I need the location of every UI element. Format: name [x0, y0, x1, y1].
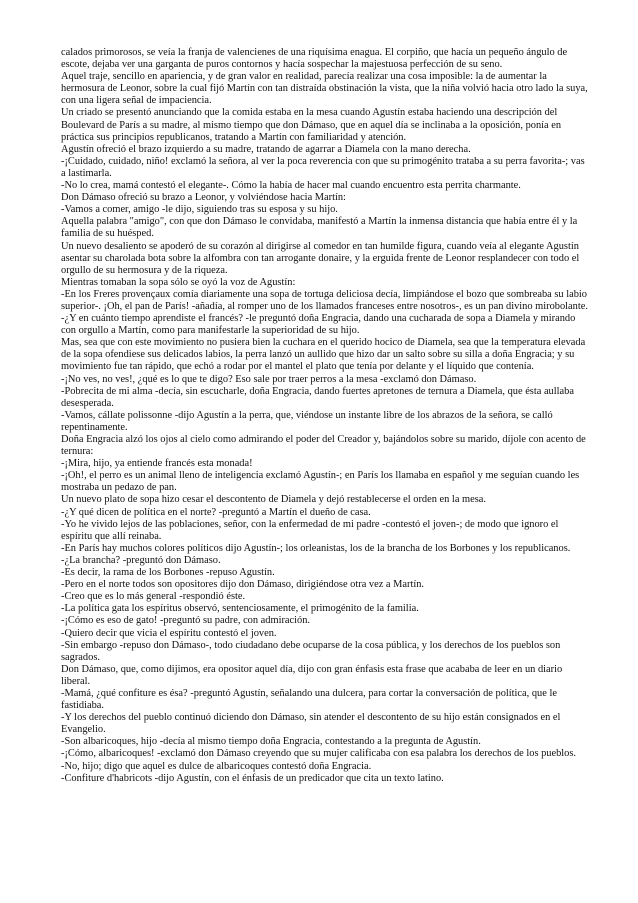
- paragraph: -¿Y qué dicen de política en el norte? -preguntó a Martín el dueño de casa.: [61, 506, 371, 518]
- paragraph: -Quiero decir que vicia el espíritu contestó el joven.: [61, 627, 277, 639]
- paragraph: -Es decir, la rama de los Borbones -repuso Agustín.: [61, 567, 275, 579]
- paragraph: -¡Cómo, albaricoques! -exclamó don Dámaso creyendo que su mujer calificaba con esa palabra los derechos de los pueblos.: [61, 748, 577, 760]
- paragraph: -En los Freres provençaux comía diariamente una sopa de tortuga deliciosa decía, limpiándose el bozo que sombreaba su labio superior-. ¡Oh, el pan de París! -añadía, al romper uno de los llamados franceses entre nosotros-, es un pan divino mirobolante.: [61, 288, 588, 312]
- paragraph: -Yo he vivido lejos de las poblaciones, señor, con la enfermedad de mi padre -contestó el joven-; de modo que ignoro el espíritu que allí reinaba.: [61, 518, 559, 542]
- paragraph: Aquella palabra "amigo", con que don Dámaso le convidaba, manifestó a Martín la inmensa distancia que había entre él y la familia de su huésped.: [61, 216, 578, 240]
- paragraph: -Creo que es lo más general -respondió éste.: [61, 591, 246, 603]
- paragraph: -Pero en el norte todos son opositores dijo don Dámaso, dirigiéndose otra vez a Martín.: [61, 579, 425, 591]
- paragraph: -¡Cuidado, cuidado, niño! exclamó la señora, al ver la poca reverencia con que su primogénito trataba a su perra favorita-; vas a lastimarla.: [61, 155, 585, 179]
- paragraph: -No, hijo; digo que aquel es dulce de albaricoques contestó doña Engracia.: [61, 760, 372, 772]
- paragraph: Un criado se presentó anunciando que la comida estaba en la mesa cuando Agustín estaba haciendo una descripción del Boulevard de París a su madre, al mismo tiempo que don Dámaso, que en aquel día se inclinaba a la oposición, ponía en práctica sus principios republicanos, tratando a Martín con familiaridad y atención.: [61, 107, 562, 143]
- paragraph: -Son albaricoques, hijo -decía al mismo tiempo doña Engracia, contestando a la pregunta de Agustín.: [61, 736, 481, 748]
- paragraph: -Y los derechos del pueblo continuó diciendo don Dámaso, sin atender el descontento de su hijo están consignados en el Evangelio.: [61, 712, 561, 736]
- paragraph: -Sin embargo -repuso don Dámaso-, todo ciudadano debe ocuparse de la cosa pública, y los derechos de los pueblos son sagrados.: [61, 639, 561, 663]
- paragraph: -¡Cómo es eso de gato! -preguntó su padre, con admiración.: [61, 615, 311, 627]
- paragraph: -¡Oh!, el perro es un animal lleno de inteligencia exclamó Agustín-; en París los llamaba en español y me seguían cuando les mostraba un pedazo de pan.: [61, 470, 580, 494]
- paragraph: Mas, sea que con este movimiento no pusiera bien la cuchara en el querido hocico de Diamela, sea que la temperatura elevada de la sopa ofendiese sus delicados labios, la perra lanzó un aullido que hizo dar un salto sobre su silla a doña Engracia; y su movimiento fue tan rápido, que echó a rodar por el mantel el plato que tenía por delante y el líquido que contenía.: [61, 337, 586, 373]
- paragraph: Don Dámaso, que, como dijimos, era opositor aquel día, dijo con gran énfasis esta frase que acababa de leer en un diario liberal.: [61, 663, 563, 687]
- paragraph: -Vamos, cállate polissonne -dijo Agustín a la perra, que, viéndose un instante libre de los abrazos de la señora, se calló repentinamente.: [61, 409, 553, 433]
- paragraph: Mientras tomaban la sopa sólo se oyó la voz de Agustín:: [61, 276, 296, 288]
- paragraph: -No lo crea, mamá contestó el elegante-. Cómo la había de hacer mal cuando encuentro esta perrita charmante.: [61, 180, 521, 192]
- paragraph: Don Dámaso ofreció su brazo a Leonor, y volviéndose hacia Martín:: [61, 192, 346, 204]
- paragraph: -¿Y en cuánto tiempo aprendiste el francés? -le preguntó doña Engracia, dando una cucharada de sopa a Diamela y mirando con orgullo a Martín, como para manifestarle la superioridad de su hijo.: [61, 313, 576, 337]
- body-text: [61, 47, 588, 785]
- paragraph: -Pobrecita de mi alma -decía, sin escucharle, doña Engracia, dando fuertes apretones de ternura a Diamela, que ésta aullaba desesperada.: [61, 385, 574, 409]
- paragraph: Agustín ofreció el brazo izquierdo a su madre, tratando de agarrar a Diamela con la mano derecha.: [61, 143, 471, 155]
- paragraph: calados primorosos, se veía la franja de valencienes de una riquísima enagua. El corpiño, que hacía un pequeño ángulo de escote, dejaba ver una garganta de puros contornos y hacía sospechar la majestuosa perfección de su seno.: [61, 47, 568, 71]
- paragraph: -En París hay muchos colores políticos dijo Agustín-; los orleanistas, los de la brancha de los Borbones y los republicanos.: [61, 542, 571, 554]
- paragraph: -Vamos a comer, amigo -le dijo, siguiendo tras su esposa y su hijo.: [61, 204, 338, 216]
- paragraph: Un nuevo plato de sopa hizo cesar el descontento de Diamela y dejó restablecerse el orden en la mesa.: [61, 494, 486, 506]
- paragraph: -¿La brancha? -preguntó don Dámaso.: [61, 554, 221, 566]
- paragraph: -¡Mira, hijo, ya entiende francés esta monada!: [61, 458, 253, 470]
- paragraph: -¡No ves, no ves!, ¿qué es lo que te digo? Eso sale por traer perros a la mesa -exclamó don Dámaso.: [61, 373, 477, 385]
- paragraph: -Mamá, ¿qué confiture es ésa? -preguntó Agustín, señalando una dulcera, para cortar la conversación de política, que le fastidiaba.: [61, 687, 557, 712]
- paragraph: -Confiture d'habricots -dijo Agustín, con el énfasis de un predicador que cita un texto latino.: [61, 772, 444, 784]
- paragraph: -La política gata los espíritus observó, sentenciosamente, el primogénito de la familia.: [61, 603, 419, 615]
- paragraph: Aquel traje, sencillo en apariencia, y de gran valor en realidad, parecía realizar una cosa imposible: la de aumentar la hermosura de Leonor, sobre la cual fijó Martín con tan distraída obstinación la vista, que la niña volvió hacia otro lado la suya, con una ligera señal de impaciencia.: [61, 71, 588, 107]
- paragraph: Un nuevo desaliento se apoderó de su corazón al dirigirse al comedor en tan humilde figura, cuando veía al elegante Agustín asentar su charolada bota sobre la alfombra con tan arrogante donaire, y la erguida frente de Leonor resplandecer con todo el orgullo de su hermosura y de la riqueza.: [61, 240, 580, 276]
- paragraph: Doña Engracia alzó los ojos al cielo como admirando el poder del Creador y, bajándolos sobre su marido, díjole con acento de ternura:: [61, 434, 586, 458]
